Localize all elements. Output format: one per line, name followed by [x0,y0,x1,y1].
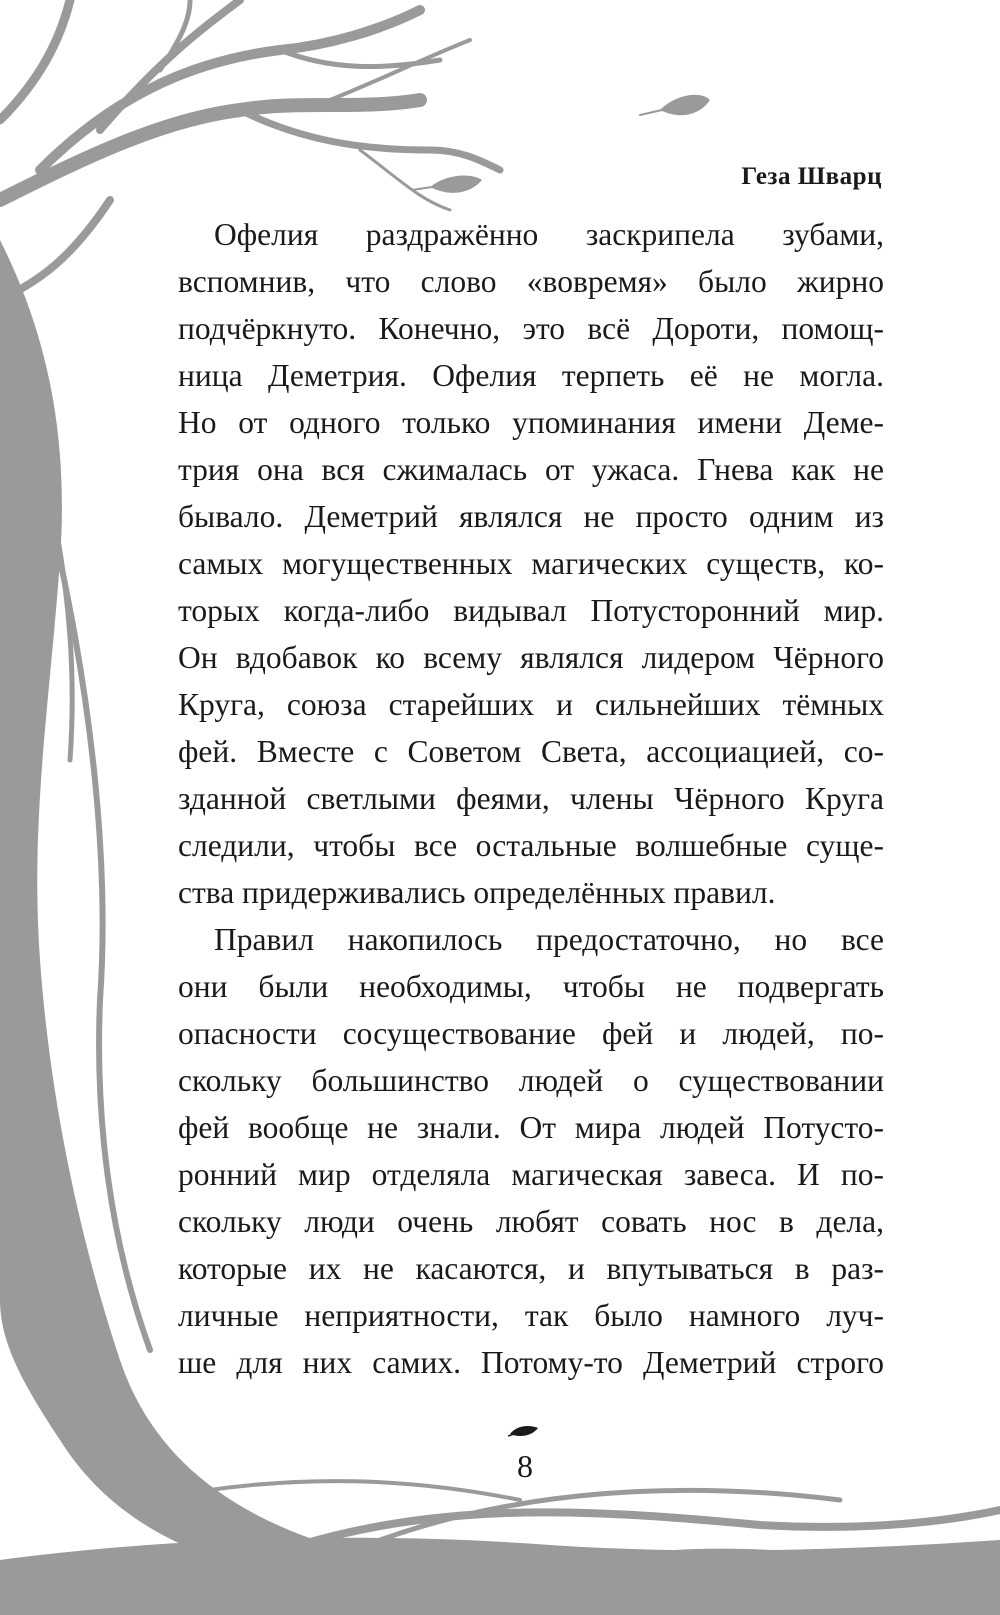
text-line: фей вообще не знали. От мира людей Потусто- [178,1110,884,1145]
text-line: Но от одного только упоминания имени Деме- [178,405,884,440]
text-line: они были необходимы, чтобы не подвергать [178,969,884,1004]
text-line: торых когда-либо видывал Потусторонний мир. [178,593,884,628]
text-line: опасности сосуществование фей и людей, по- [178,1016,884,1051]
paragraph [178,916,884,1386]
text-line: Он вдобавок ко всему являлся лидером Чёрного [178,640,884,675]
text-line: фей. Вместе с Советом Света, ассоциацией, со- [178,734,884,769]
paragraph [178,211,884,916]
text-line: Правил накопилось предостаточно, но все [214,922,884,957]
leaf-ornament-icon [508,1422,542,1440]
text-line: ронний мир отделяла магическая завеса. И по- [178,1157,884,1192]
text-line: вспомнив, что слово «вовремя» было жирно [178,264,884,299]
text-line: трия она вся сжималась от ужаса. Гнева как не [178,452,884,487]
text-line: личные неприятности, так было намного луч- [178,1298,884,1333]
text-line: которые их не касаются, и впутываться в раз- [178,1251,884,1286]
text-line: Офелия раздражённо заскрипела зубами, [214,217,884,252]
text-line: бывало. Деметрий являлся не просто одним из [178,499,884,534]
page-number: 8 [517,1448,533,1484]
text-line: ше для них самих. Потому-то Деметрий строго [178,1345,884,1380]
text-line: скольку люди очень любят совать нос в дела, [178,1204,884,1239]
text-line: зданной светлыми феями, члены Чёрного Круга [178,781,884,816]
text-line: подчёркнуто. Конечно, это всё Дороти, помощ- [178,311,884,346]
text-line: скольку большинство людей о существовании [178,1063,884,1098]
running-header-author: Геза Шварц [741,163,882,190]
text-line: Круга, союза старейших и сильнейших тёмных [178,687,884,722]
text-line: ница Деметрия. Офелия терпеть её не могла. [178,358,884,393]
text-line: следили, чтобы все остальные волшебные суще- [178,828,884,863]
text-line: самых могущественных магических существ, ко- [178,546,884,581]
body-text [178,211,884,1386]
text-line: ства придерживались определённых правил. [178,875,776,910]
